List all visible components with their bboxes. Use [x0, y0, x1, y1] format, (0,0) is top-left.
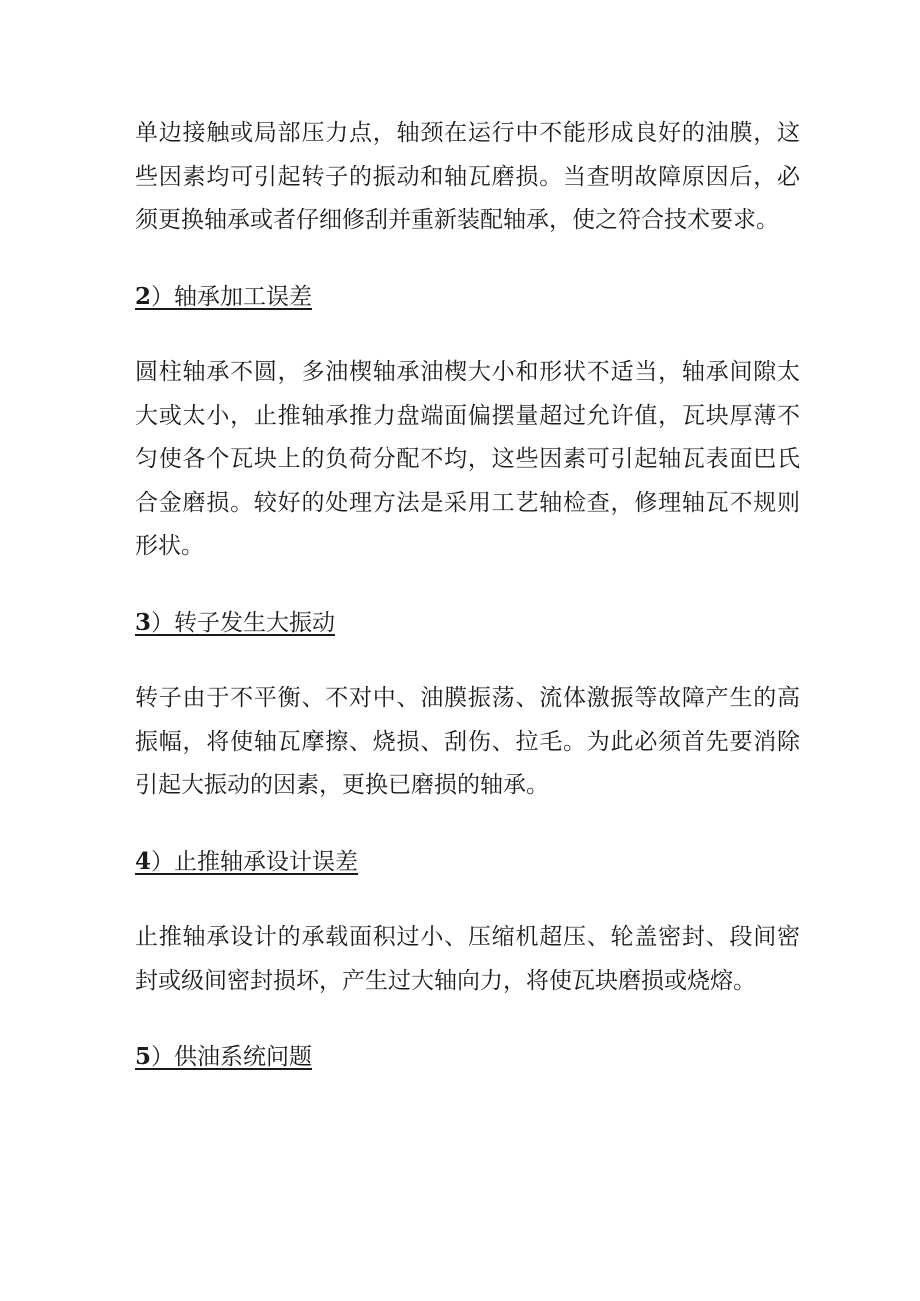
paragraph-thrust-bearing: 止推轴承设计的承载面积过小、压缩机超压、轮盖密封、段间密封或级间密封损坏，产生过大轴向力，将使瓦块磨损或烧熔。 — [135, 924, 800, 994]
heading-rotor-vibration — [135, 601, 800, 646]
heading-oil-supply-system — [135, 1035, 800, 1080]
heading-number: 5 — [135, 1043, 152, 1070]
paragraph-bearing-contact: 单边接触或局部压力点，轴颈在运行中不能形成良好的油膜，这些因素均可引起转子的振动和轴瓦磨损。当查明故障原因后，必须更换轴承或者仔细修刮并重新装配轴承，使之符合技术要求。 — [135, 120, 800, 233]
heading-thrust-bearing-design-error — [135, 840, 800, 885]
heading-title: ）轴承加工误差 — [151, 283, 313, 310]
paragraph-machining-error: 圆柱轴承不圆，多油楔轴承油楔大小和形状不适当，轴承间隙太大或太小，止推轴承推力盘端面偏摆量超过允许值，瓦块厚薄不匀使各个瓦块上的负荷分配不均，这些因素可引起轴瓦表面巴氏合金磨损。较好的处理方法是采用工艺轴检查，修理轴瓦不规则形状。 — [135, 359, 800, 559]
heading-number: 4 — [135, 847, 152, 875]
heading-number: 3 — [135, 608, 152, 636]
paragraph-rotor-vibration: 转子由于不平衡、不对中、油膜振荡、流体激振等故障产生的高振幅，将使轴瓦摩擦、烧损、刮伤、拉毛。为此必须首先要消除引起大振动的因素，更换已磨损的轴承。 — [135, 685, 800, 798]
heading-number: 2 — [135, 282, 152, 310]
heading-title: ）转子发生大振动 — [151, 609, 336, 636]
heading-bearing-machining-error — [135, 275, 800, 320]
heading-title: ）供油系统问题 — [151, 1044, 313, 1070]
heading-title: ）止推轴承设计误差 — [151, 848, 359, 875]
document-body — [135, 112, 800, 1080]
